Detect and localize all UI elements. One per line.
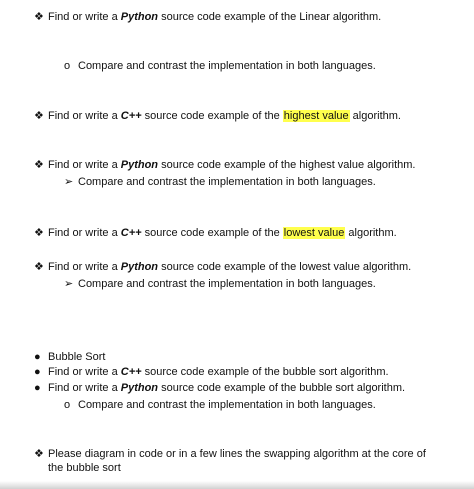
language-label: Python — [120, 261, 159, 273]
disc-bullet-icon: ● — [34, 366, 41, 378]
language-label: Python — [120, 382, 159, 394]
arrow-bullet-icon: ➢ — [64, 176, 74, 188]
list-item-bubble-sort: ● Bubble Sort — [34, 351, 106, 363]
sub-item-compare: ➢ Compare and contrast the implementation in both languages. — [64, 176, 376, 188]
disc-bullet-icon: ● — [34, 382, 41, 394]
arrow-bullet-icon: ➢ — [64, 278, 74, 290]
list-item-cpp-bubble: ● Find or write a C++ source code example of the bubble sort algorithm. — [34, 366, 389, 378]
list-item-python-highest: ❖ Find or write a Python source code example of the highest value algorithm. — [34, 159, 416, 171]
sub-item-compare: o Compare and contrast the implementation in both languages. — [64, 60, 376, 72]
circle-bullet-icon: o — [64, 60, 71, 72]
language-label: Python — [120, 159, 159, 171]
highlighted-text: highest value — [283, 110, 349, 122]
language-label: Python — [120, 11, 159, 23]
circle-bullet-icon: o — [64, 399, 71, 411]
list-item-cpp-highest: ❖ Find or write a C++ source code example of the highest value algorithm. — [34, 110, 401, 122]
diamond-bullet-icon: ❖ — [34, 261, 44, 273]
list-item-swap-diagram: ❖ Please diagram in code or in a few lines the swapping algorithm at the core of the bubble sort — [34, 448, 426, 474]
diamond-bullet-icon: ❖ — [34, 159, 44, 171]
diamond-bullet-icon: ❖ — [34, 11, 44, 23]
list-item-python-linear: ❖ Find or write a Python source code example of the Linear algorithm. — [34, 11, 382, 23]
diamond-bullet-icon: ❖ — [34, 110, 44, 122]
page-edge-shadow — [0, 481, 474, 489]
list-item-python-bubble: ● Find or write a Python source code example of the bubble sort algorithm. — [34, 382, 406, 394]
sub-item-compare: ➢ Compare and contrast the implementation in both languages. — [64, 278, 376, 290]
sub-item-compare: o Compare and contrast the implementation in both languages. — [64, 399, 376, 411]
list-item-cpp-lowest: ❖ Find or write a C++ source code example of the lowest value algorithm. — [34, 227, 397, 239]
language-label: C++ — [120, 110, 142, 122]
highlighted-text: lowest value — [283, 227, 345, 239]
diamond-bullet-icon: ❖ — [34, 227, 44, 239]
disc-bullet-icon: ● — [34, 351, 41, 363]
diamond-bullet-icon: ❖ — [34, 448, 44, 460]
language-label: C++ — [120, 366, 142, 378]
language-label: C++ — [120, 227, 142, 239]
list-item-python-lowest: ❖ Find or write a Python source code example of the lowest value algorithm. — [34, 261, 412, 273]
